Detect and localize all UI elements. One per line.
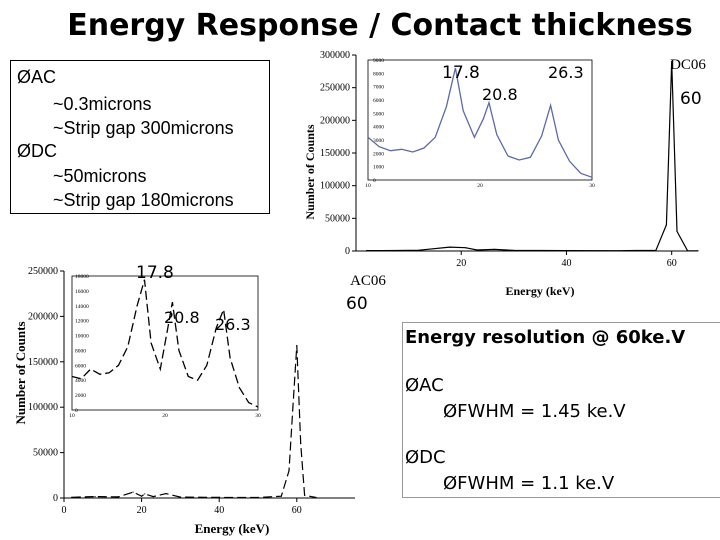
dc-peak-label: 60 (680, 89, 702, 109)
ac06-title: AC06 (350, 273, 386, 289)
dc-strip-gap: ~Strip gap 180microns (53, 190, 234, 210)
ac-data-point (144, 493, 145, 494)
ac-peak-label: 26.3 (215, 315, 251, 334)
dc-peak-label: 26.3 (548, 63, 584, 82)
ac-x-tick-label: 20 (136, 505, 147, 516)
dc-data-point (449, 246, 450, 247)
ac06-chart (10, 258, 395, 540)
ac-inset-y-tick-label: 10000 (75, 333, 89, 340)
ac-data-point (132, 491, 133, 492)
ac-data-point (141, 496, 142, 497)
ac-data-point (71, 497, 72, 498)
ac06-x-axis-label: Energy (keV) (194, 521, 270, 536)
dc-inset-y-tick-label: 4000 (373, 124, 384, 131)
resolution-heading: Energy resolution @ 60ke.V (405, 327, 686, 348)
ac-data-point (316, 497, 317, 498)
dc-data-point (697, 250, 698, 251)
resolution-ac-fwhm: ØFWHM = 1.45 ke.V (443, 401, 626, 422)
ac-data-point (180, 496, 181, 497)
ac-y-tick-label: 0 (53, 493, 58, 504)
energy-resolution-box (402, 322, 720, 498)
dc-data-point (494, 249, 495, 250)
dc-data-point (655, 250, 656, 251)
ac-data-point (257, 497, 258, 498)
ac-inset-x-tick-label: 30 (255, 413, 261, 419)
dc-inset-y-tick-label: 1000 (373, 164, 384, 171)
dc-x-tick-label: 40 (561, 258, 572, 269)
ac-peak-label: 20.8 (164, 308, 200, 327)
dc-inset-x-tick-label: 30 (589, 183, 595, 189)
dc-data-point (566, 250, 567, 251)
dc-inset-y-tick-label: 5000 (373, 111, 384, 118)
dc-data-point (666, 224, 667, 225)
ac-data-point (219, 497, 220, 498)
dc-inset-y-tick-label: 7000 (373, 84, 384, 91)
ac-inset-y-tick-label: 0 (75, 408, 78, 414)
resolution-dc-label: ØDC (405, 447, 446, 468)
dc-inset-y-tick-label: 3000 (373, 138, 384, 144)
dc-data-point (419, 250, 420, 251)
ac-x-tick-label: 0 (61, 505, 67, 516)
ac-inset-x-tick-label: 20 (162, 413, 168, 419)
ac-inset-y-tick-label: 8000 (75, 348, 86, 355)
ac-inset-x-tick-label: 10 (69, 413, 75, 419)
ac-inset-y-tick-label: 18000 (75, 274, 89, 280)
dc-y-tick-label: 300000 (320, 50, 350, 61)
ac-data-point (288, 470, 289, 471)
dc-inset-y-tick-label: 9000 (373, 58, 384, 64)
ac-data-point (304, 495, 305, 496)
dc-y-tick-label: 250000 (320, 82, 350, 94)
ac-y-tick-label: 150000 (28, 356, 58, 368)
dc-y-tick-label: 200000 (320, 115, 350, 127)
dc-label: ØDC (17, 141, 57, 161)
dc-data-point (676, 231, 677, 232)
dc06-y-axis-label: Number of Counts (303, 124, 317, 220)
dc06-x-axis-label: Energy (keV) (505, 284, 575, 298)
dc-contact-thickness: ~50microns (53, 166, 147, 186)
dc-inset-y-tick-label: 6000 (373, 98, 384, 104)
dc-y-tick-label: 100000 (320, 180, 350, 192)
ac-contact-thickness: ~0.3microns (53, 94, 152, 114)
dc-inset-y-tick-label: 2000 (373, 151, 384, 158)
ac-data-point (296, 345, 297, 346)
dc-data-point (465, 247, 466, 248)
ac-data-point (153, 496, 154, 497)
dc-inset-y-tick-label: 8000 (373, 71, 384, 78)
ac-x-tick-label: 60 (291, 505, 302, 516)
ac-inset-y-tick-label: 12000 (75, 318, 89, 325)
ac-strip-gap: ~Strip gap 300microns (53, 118, 234, 138)
ac-data-point (94, 496, 95, 497)
dc-data-point (513, 250, 514, 251)
resolution-ac-label: ØAC (405, 375, 444, 396)
resolution-dc-fwhm: ØFWHM = 1.1 ke.V (443, 473, 615, 494)
ac-label: ØAC (17, 67, 57, 87)
ac-data-point (118, 496, 119, 497)
dc-x-tick-label: 60 (666, 258, 677, 269)
dc-y-tick-label: 0 (345, 246, 350, 257)
dc-y-tick-label: 150000 (320, 148, 350, 159)
dc-inset-x-tick-label: 20 (477, 183, 483, 189)
ac-inset-y-tick-label: 16000 (75, 288, 89, 295)
dc-inset-x-tick-label: 10 (365, 183, 371, 189)
dc-data-point (618, 250, 619, 251)
ac-inset-y-tick-label: 14000 (75, 303, 89, 310)
dc-data-point (366, 250, 367, 251)
ac-data-point (300, 443, 301, 444)
detector-info-box (10, 60, 270, 214)
ac-peak-label: 60 (346, 294, 368, 314)
ac-data-point (281, 496, 282, 497)
ac-y-tick-label: 100000 (28, 402, 58, 414)
ac-inset-y-tick-label: 2000 (75, 393, 86, 400)
dc-x-tick-label: 20 (456, 258, 467, 269)
ac-y-tick-label: 200000 (28, 311, 58, 323)
dc-data-point (397, 250, 398, 251)
dc-data-point (476, 249, 477, 250)
ac-inset-y-tick-label: 4000 (75, 378, 86, 385)
ac-inset-y-tick-label: 6000 (75, 363, 86, 370)
dc-y-tick-label: 50000 (325, 213, 350, 225)
dc-peak-label: 20.8 (482, 85, 518, 104)
ac-data-point (292, 407, 293, 408)
ac-data-point (165, 493, 166, 494)
ac-x-tick-label: 40 (214, 505, 225, 516)
dc-peak-label: 17.8 (442, 63, 480, 83)
ac06-y-axis-label: Number of Counts (13, 321, 28, 425)
dc-data-point (687, 250, 688, 251)
ac-y-tick-label: 50000 (33, 447, 58, 459)
dc-inset-y-tick-label: 0 (373, 178, 376, 184)
ac-y-tick-label: 250000 (28, 266, 58, 277)
dc06-title: DC06 (670, 57, 706, 73)
slide-title: Energy Response / Contact thickness (67, 8, 693, 43)
ac-peak-label: 17.8 (136, 263, 174, 283)
